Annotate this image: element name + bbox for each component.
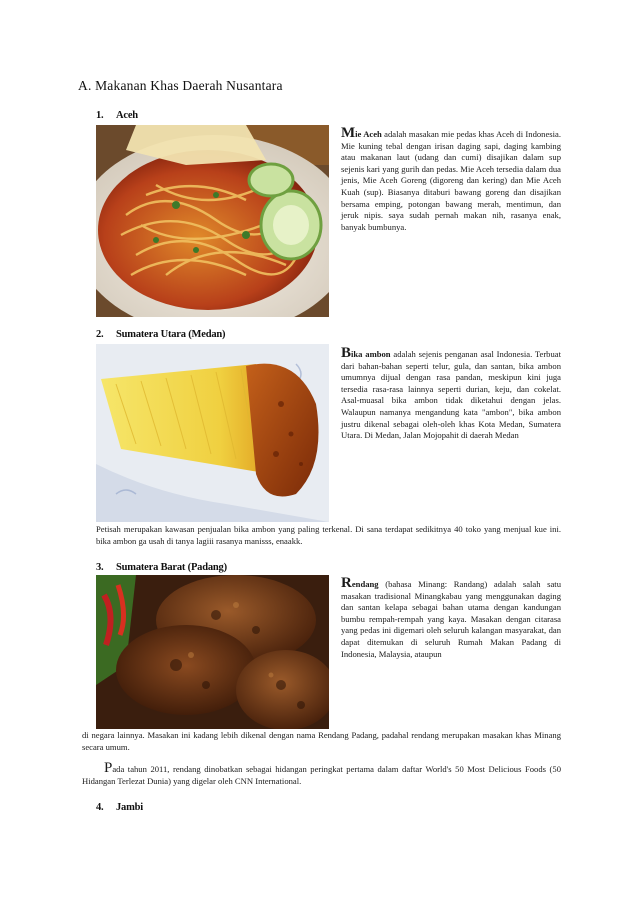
bika-ambon-image (96, 344, 329, 522)
section-number: 1. (96, 110, 104, 121)
section-title-text: Jambi (116, 802, 144, 813)
body-text: adalah sejenis penganan asal Indonesia. Terbuat dari bahan-bahan seperti telur, gula, dan santan, bika ambon umumnya dijual dengan rasa pandan, meskipun kini juga tersedia rasa-rasa lainnya seperti durian, keju, dan cokelat. Asal-muasal bika ambon tidak diketahui dengan jelas. Walaupun namanya mengandung kata "ambon", bika ambon justru dikenal sebagai oleh-oleh khas Kota Medan, Sumatera Utara. Di Medan, Jalan Mojopahit di daerah Medan (341, 349, 561, 441)
rendang-continuation: di negara lainnya. Masakan ini kadang lebih dikenal dengan nama Rendang Padang, padahal rendang merupakan masakan khas Minang secara umum. (82, 730, 561, 752)
section-number: 4. (96, 802, 104, 813)
section-number: 3. (96, 562, 104, 573)
body-text: adalah masakan mie pedas khas Aceh di Indonesia. Mie kuning tebal dengan irisan daging sapi, daging kambing atau makanan laut (udang dan cumi) disajikan dalam sup sejenis kari yang gurih dan pedas. Mie Aceh tersedia dalam dua jenis, Mie Aceh Goreng (digoreng dan kering) dan Mie Aceh Kuah (sup). Biasanya ditaburi bawang goreng dan disajikan bersama emping, potongan bawang merah, mentimun, dan jeruk nipis. saya sudah pernah makan nih, rasanya enak, banyak bumbunya. (341, 129, 561, 232)
section-title-text: Sumatera Utara (Medan) (116, 329, 226, 340)
section-title-text: Aceh (116, 110, 138, 121)
bika-ambon-continuation: Petisah merupakan kawasan penjualan bika ambon yang paling terkenal. Di sana terdapat sedikitnya 40 toko yang menjual kue ini. bika ambon ga usah di tanya lagiii rasanya manisss, enaakk. (96, 524, 561, 546)
section-title-jambi (96, 802, 143, 813)
bika-ambon-description (341, 345, 561, 442)
lead-term: ika ambon (351, 349, 391, 359)
dropcap: M (341, 125, 356, 141)
mie-aceh-image (96, 125, 329, 317)
lead-term: endang (351, 579, 379, 589)
body-text: ada tahun 2011, rendang dinobatkan sebagai hidangan peringkat pertama dalam daftar World's 50 Most Delicious Foods (50 Hidangan Terlezat Dunia) yang digelar oleh CNN International. (82, 764, 561, 786)
lead-term: ie Aceh (355, 129, 382, 139)
section-title-text: Sumatera Barat (Padang) (116, 562, 227, 573)
dropcap: P (104, 760, 113, 776)
rendang-description (341, 575, 561, 660)
body-text: (bahasa Minang: Randang) adalah salah satu masakan tradisional Minangkabau yang menggunakan daging dan santan kelapa sebagai bahan utama dengan kandungan bumbu rempah-rempah yang kaya. Masakan dengan citarasa yang pedas ini digemari oleh seluruh kalangan masyarakat, dan dapat ditemukan di seluruh Rumah Makan Padang di Indonesia, Malaysia, ataupun (341, 579, 561, 659)
aceh-description (341, 125, 561, 233)
section-title-padang (96, 562, 227, 573)
dropcap: B (341, 345, 352, 361)
section-title-medan (96, 329, 225, 340)
page-heading: A. Makanan Khas Daerah Nusantara (78, 78, 283, 93)
section-number: 2. (96, 329, 104, 340)
section-title-aceh (96, 110, 138, 121)
dropcap: R (341, 575, 352, 591)
rendang-image (96, 575, 329, 729)
rendang-cnn-paragraph (82, 760, 561, 787)
